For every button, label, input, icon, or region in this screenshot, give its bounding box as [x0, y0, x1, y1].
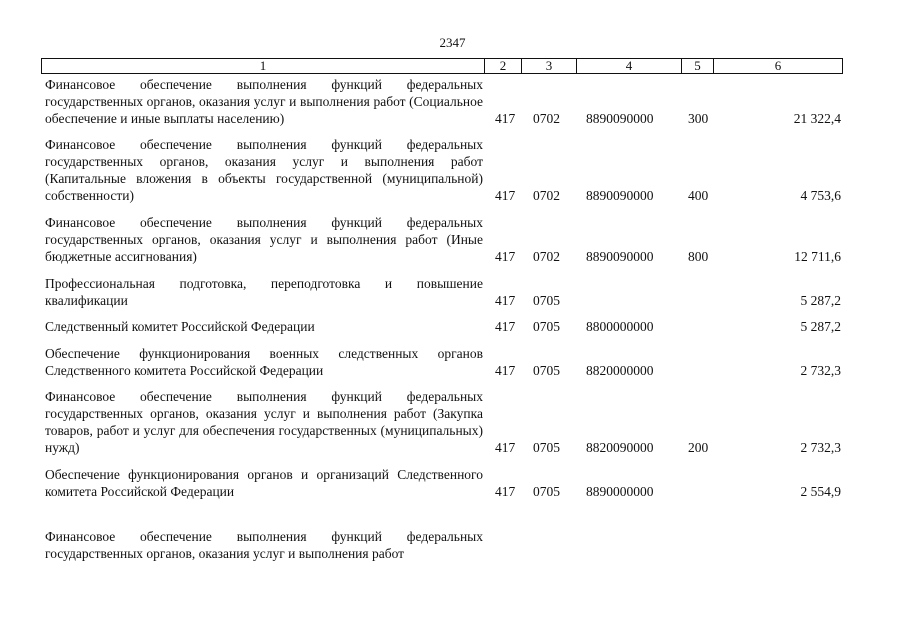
row-col-2: 417 — [495, 293, 516, 308]
page-number: 2347 — [439, 35, 466, 50]
row-col-6: 2 732,3 — [800, 363, 841, 378]
row-description: Обеспечение функционирования военных следственных органов Следственного комитета Российской Федерации — [45, 346, 483, 378]
row-col-2: 417 — [495, 249, 516, 264]
row-col-6: 4 753,6 — [800, 188, 841, 203]
row-col-2: 417 — [495, 319, 516, 334]
header-col-3: 3 — [521, 58, 577, 74]
row-col-4: 8820090000 — [586, 440, 654, 455]
row-col-4: 8800000000 — [586, 319, 654, 334]
header-col-1: 1 — [41, 58, 485, 74]
header-col-2: 2 — [484, 58, 522, 74]
row-col-3: 0702 — [533, 249, 560, 264]
row-description: Финансовое обеспечение выполнения функций федеральных государственных органов, оказания услуг и выполнения работ — [45, 529, 483, 561]
row-col-4: 8890090000 — [586, 188, 654, 203]
row-col-2: 417 — [495, 188, 516, 203]
header-col-5: 5 — [681, 58, 714, 74]
row-col-4: 8890090000 — [586, 111, 654, 126]
row-col-5: 400 — [688, 188, 709, 203]
row-col-6: 2 554,9 — [800, 484, 841, 499]
row-col-3: 0702 — [533, 188, 560, 203]
row-description: Финансовое обеспечение выполнения функций федеральных государственных органов, оказания услуг и выполнения работ (Иные бюджетные ассигнования) — [45, 215, 483, 264]
row-description: Финансовое обеспечение выполнения функций федеральных государственных органов, оказания услуг и выполнения работ (Капитальные вложения в объекты государственной (муниципальной) собственности) — [45, 137, 483, 203]
row-col-2: 417 — [495, 111, 516, 126]
row-col-3: 0705 — [533, 440, 560, 455]
row-col-5: 200 — [688, 440, 709, 455]
row-col-4: 8890000000 — [586, 484, 654, 499]
header-col-6: 6 — [713, 58, 843, 74]
row-description: Финансовое обеспечение выполнения функций федеральных государственных органов, оказания услуг и выполнения работ (Закупка товаров, работ и услуг для обеспечения государственных (муниципальных) нужд) — [45, 389, 483, 455]
row-col-6: 12 711,6 — [794, 249, 841, 264]
row-col-3: 0705 — [533, 293, 560, 308]
row-description: Обеспечение функционирования органов и организаций Следственного комитета Российской Федерации — [45, 467, 483, 499]
row-col-2: 417 — [495, 363, 516, 378]
row-description: Профессиональная подготовка, переподготовка и повышение квалификации — [45, 276, 483, 308]
row-col-5: 800 — [688, 249, 709, 264]
row-col-4: 8820000000 — [586, 363, 654, 378]
row-description: Следственный комитет Российской Федерации — [45, 319, 315, 334]
row-col-6: 5 287,2 — [800, 293, 841, 308]
row-col-2: 417 — [495, 440, 516, 455]
row-col-6: 2 732,3 — [800, 440, 841, 455]
row-col-6: 5 287,2 — [800, 319, 841, 334]
header-col-4: 4 — [576, 58, 682, 74]
row-col-3: 0705 — [533, 363, 560, 378]
row-col-2: 417 — [495, 484, 516, 499]
row-col-5: 300 — [688, 111, 709, 126]
row-col-6: 21 322,4 — [793, 111, 841, 126]
row-description: Финансовое обеспечение выполнения функций федеральных государственных органов, оказания услуг и выполнения работ (Социальное обеспечение и иные выплаты населению) — [45, 77, 483, 126]
row-col-3: 0702 — [533, 111, 560, 126]
row-col-3: 0705 — [533, 484, 560, 499]
row-col-3: 0705 — [533, 319, 560, 334]
row-col-4: 8890090000 — [586, 249, 654, 264]
